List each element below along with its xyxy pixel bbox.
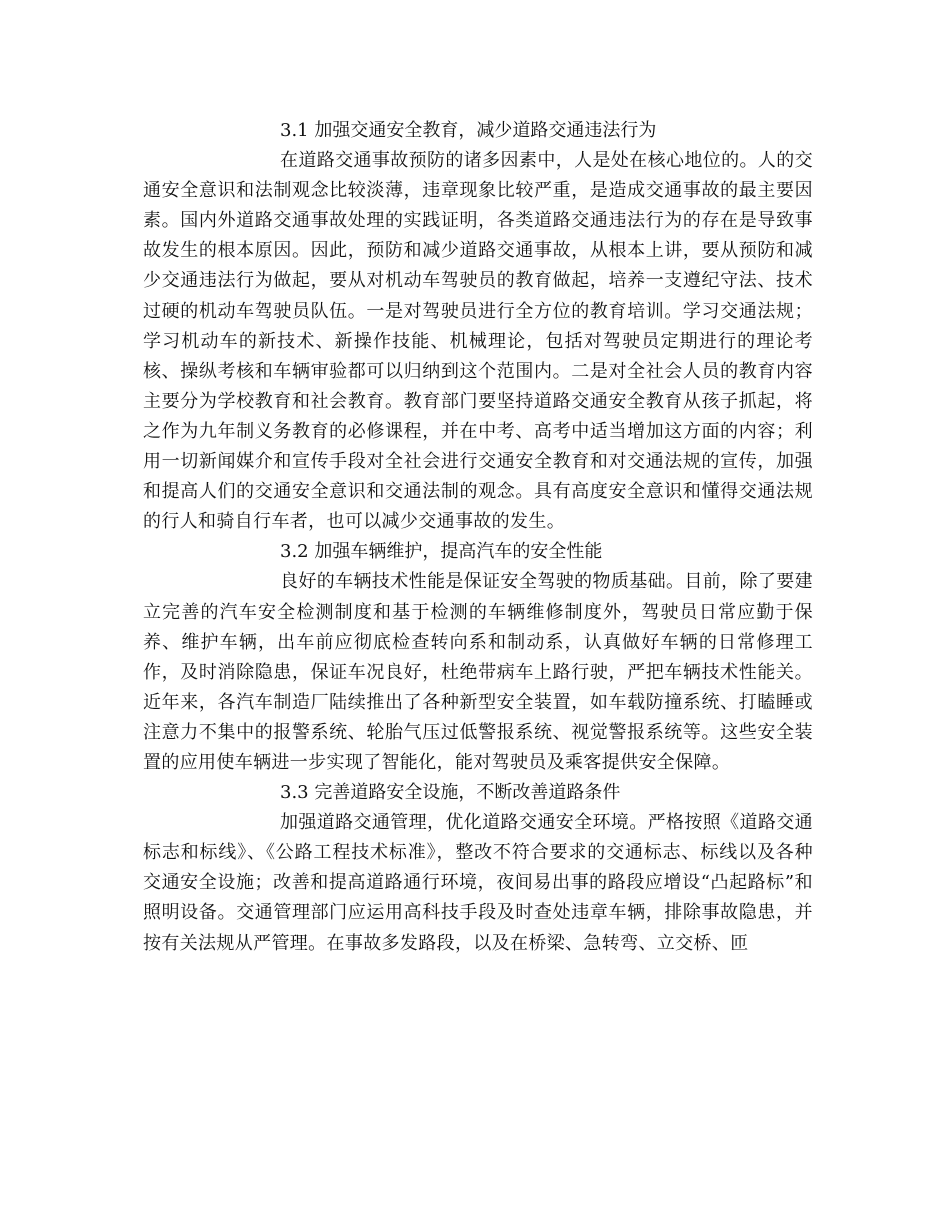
section-paragraph-3-3: 加强道路交通管理，优化道路交通安全环境。严格按照《道路交通标志和标线》、《公路工程技术标准》，整改不符合要求的交通标志、标线以及各种交通安全设施；改善和提高道路通行环境，夜间易出事的路段应增设“凸起路标”和照明设备。交通管理部门应运用高科技手段及时查处违章车辆，排除事故隐患，并按有关法规从严管理。在事故多发路段，以及在桥梁、急转弯、立交桥、匝	[143, 812, 813, 954]
section-heading-3-2: 3.2 加强车辆维护，提高汽车的安全性能	[280, 541, 603, 563]
document-body	[143, 116, 813, 959]
section-heading-3-1: 3.1 加强交通安全教育，减少道路交通违法行为	[280, 120, 657, 141]
section-paragraph-3-2: 良好的车辆技术性能是保证安全驾驶的物质基础。目前，除了要建立完善的汽车安全检测制度和基于检测的车辆维修制度外，驾驶员日常应勤于保养、维护车辆，出车前应彻底检查转向系和制动系，认真做好车辆的日常修理工作，及时消除隐患，保证车况良好，杜绝带病车上路行驶，严把车辆技术性能关。近年来，各汽车制造厂陆续推出了各种新型安全装置，如车载防撞系统、打瞌睡或注意力不集中的报警系统、轮胎气压过低警报系统、视觉警报系统等。这些安全装置的应用使车辆进一步实现了智能化，能对驾驶员及乘客提供安全保障。	[143, 571, 813, 773]
section-heading-3-3: 3.3 完善道路安全设施，不断改善道路条件	[280, 782, 621, 804]
section-paragraph-3-1: 在道路交通事故预防的诸多因素中，人是处在核心地位的。人的交通安全意识和法制观念比较淡薄，违章现象比较严重，是造成交通事故的最主要因素。国内外道路交通事故处理的实践证明，各类道路交通违法行为的存在是导致事故发生的根本原因。因此，预防和减少道路交通事故，从根本上讲，要从预防和减少交通违法行为做起，要从对机动车驾驶员的教育做起，培养一支遵纪守法、技术过硬的机动车驾驶员队伍。一是对驾驶员进行全方位的教育培训。学习交通法规；学习机动车的新技术、新操作技能、机械理论，包括对驾驶员定期进行的理论考核、操纵考核和车辆审验都可以归纳到这个范围内。二是对全社会人员的教育内容主要分为学校教育和社会教育。教育部门要坚持道路交通安全教育从孩子抓起，将之作为九年制义务教育的必修课程，并在中考、高考中适当增加这方面的内容；利用一切新闻媒介和宣传手段对全社会进行交通安全教育和对交通法规的宣传，加强和提高人们的交通安全意识和交通法制的观念。具有高度安全意识和懂得交通法规的行人和骑自行车者，也可以减少交通事故的发生。	[143, 150, 813, 533]
